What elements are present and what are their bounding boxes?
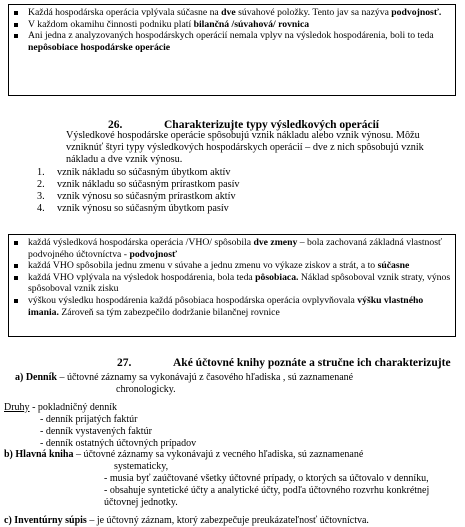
bold-text: dve: [221, 7, 236, 18]
druhy-list: [4, 414, 462, 450]
section-number: 27.: [117, 357, 132, 369]
square-bullet-icon: [14, 11, 18, 15]
summary-list: [13, 237, 451, 318]
inventurny-supis-text: – je účtovný záznam, ktorý zabezpečuje preukázateľnosť účtovníctva.: [86, 514, 369, 526]
bold-text: podvojnosť.: [391, 7, 442, 18]
list-text: vznik nákladu so súčasným prírastkom pasív: [57, 179, 240, 191]
bold-text: podvojnosť: [129, 248, 178, 260]
druhy-first: - pokladničný denník: [29, 401, 118, 413]
bullet-item: [13, 272, 451, 295]
square-bullet-icon: [14, 23, 18, 27]
bold-text: súčasne: [377, 260, 410, 272]
bullet-item: [13, 30, 451, 53]
list-text: vznik výnosu so súčasným úbytkom pasív: [57, 203, 229, 215]
text: Zároveň sa tým zabezpečilo dodržanie bilančnej rovnice: [58, 306, 280, 318]
text: Náklad spôsoboval vznik straty, výnos spôsoboval vznik zisku: [28, 271, 451, 295]
text: Každá hospodárska operácia vplývala súčasne na: [28, 7, 222, 18]
dennik-label: a) Denník: [15, 372, 57, 383]
text: Ani jedna z analyzovaných hospodárskych operácií nemala vplyv na výsledok hospodárenia, boli to teda: [28, 30, 434, 42]
bold-text: dve zmeny: [253, 237, 298, 248]
dennik-text-2: chronologicky.: [116, 383, 176, 395]
list-item: [23, 167, 240, 179]
bullet-item: [13, 19, 451, 31]
bullet-item: [13, 295, 451, 318]
bullet-item: [13, 237, 451, 260]
bold-text: nepôsobiace hospodárske operácie: [28, 41, 171, 53]
bullet-item: [13, 7, 451, 19]
dennik-text: – účtovné záznamy sa vykonávajú z časového hľadiska , sú zaznamenané: [56, 372, 354, 383]
section-26-paragraph: [23, 130, 453, 165]
hlavna-kniha-detail: - musia byť zaúčtované všetky účtovné prípady, o ktorých sa účtovalo v denníku,: [104, 473, 429, 485]
hlavna-kniha-text: – účtovné záznamy sa vykonávajú z vecného hľadiska, sú zaznamenané: [73, 449, 364, 461]
hlavna-kniha-text-2: systematicky,: [114, 461, 169, 473]
hlavna-kniha-detail: účtovnej jednotky.: [104, 497, 178, 509]
section-number: 26.: [108, 119, 123, 131]
summary-box-balance-operations: [8, 4, 456, 96]
square-bullet-icon: [14, 241, 18, 245]
square-bullet-icon: [14, 34, 18, 38]
square-bullet-icon: [14, 299, 18, 303]
list-text: vznik nákladu so súčasným úbytkom aktív: [57, 167, 231, 178]
bold-text: výšku vlastného imania.: [28, 294, 424, 318]
druhy-item: - denník vystavených faktúr: [40, 425, 152, 437]
dennik-line: [4, 372, 462, 384]
paragraph-text: Výsledkové hospodárske operácie spôsobujú vznik nákladu alebo vznik výnosu. Môžu vzniknúť štyri typy výsledkových hospodárskych operácií – dve z nich spôsobujú vznik nákladu a dve vznik výnosu.: [66, 130, 424, 165]
section-27-body: [4, 372, 462, 527]
hlavna-kniha-details: [4, 473, 462, 509]
list-number: 1.: [37, 167, 45, 178]
list-item: [23, 179, 240, 191]
druhy-item: - denník prijatých faktúr: [40, 413, 138, 425]
druhy-label: Druhy: [4, 401, 30, 413]
text: V každom okamihu činnosti podniku platí: [28, 18, 194, 30]
text: každá VHO vplývala na výsledok hospodárenia, bola teda: [28, 271, 256, 283]
section-title: Charakterizujte typy výsledkových operácií: [164, 119, 379, 131]
text: výškou výsledku hospodárenia každá pôsobiaca hospodárska operácia ovplyvňovala: [28, 294, 358, 306]
inventurny-supis-line: [4, 515, 462, 527]
square-bullet-icon: [14, 276, 18, 280]
summary-box-result-operations: [8, 234, 456, 337]
text: každá výsledková hospodárska operácia /VHO/ spôsobila: [28, 237, 254, 248]
druhy-line: [4, 402, 462, 414]
list-number: 2.: [37, 179, 45, 191]
text: súvahové položky. Tento jav sa nazýva: [235, 7, 392, 18]
hlavna-kniha-line: [4, 449, 462, 461]
summary-list: [13, 7, 451, 53]
list-number: 3.: [37, 191, 45, 203]
bold-text: bilančná /súvahová/ rovnica: [193, 18, 310, 30]
druhy-item: - denník ostatných účtovných prípadov: [40, 437, 197, 449]
section-title: Aké účtovné knihy poznáte a stručne ich charakterizujte: [173, 357, 451, 369]
hlavna-kniha-detail: - obsahuje syntetické účty a analytické účty, podľa účtovného rozvrhu konkrétnej: [104, 485, 430, 497]
list-item: [23, 191, 240, 203]
text: každá VHO spôsobila jednu zmenu v súvahe a jednu zmenu vo výkaze ziskov a strát, a to: [28, 260, 378, 272]
inventurny-supis-label: c) Inventúrny súpis: [4, 514, 87, 526]
bullet-item: [13, 260, 451, 272]
list-number: 4.: [37, 203, 45, 215]
list-item: [23, 203, 240, 215]
list-text: vznik výnosu so súčasným prírastkom aktív: [57, 191, 236, 203]
dennik-line-2: [4, 384, 462, 396]
bold-text: pôsobiaca.: [255, 271, 299, 283]
text: – bola zachovaná základná vlastnosť podvojného účtovníctva -: [28, 237, 443, 260]
operation-types-list: [23, 167, 240, 215]
square-bullet-icon: [14, 264, 18, 268]
hlavna-kniha-label: b) Hlavná kniha: [4, 449, 74, 461]
hlavna-kniha-line-2: [4, 461, 462, 473]
section-27-heading: [117, 356, 451, 370]
